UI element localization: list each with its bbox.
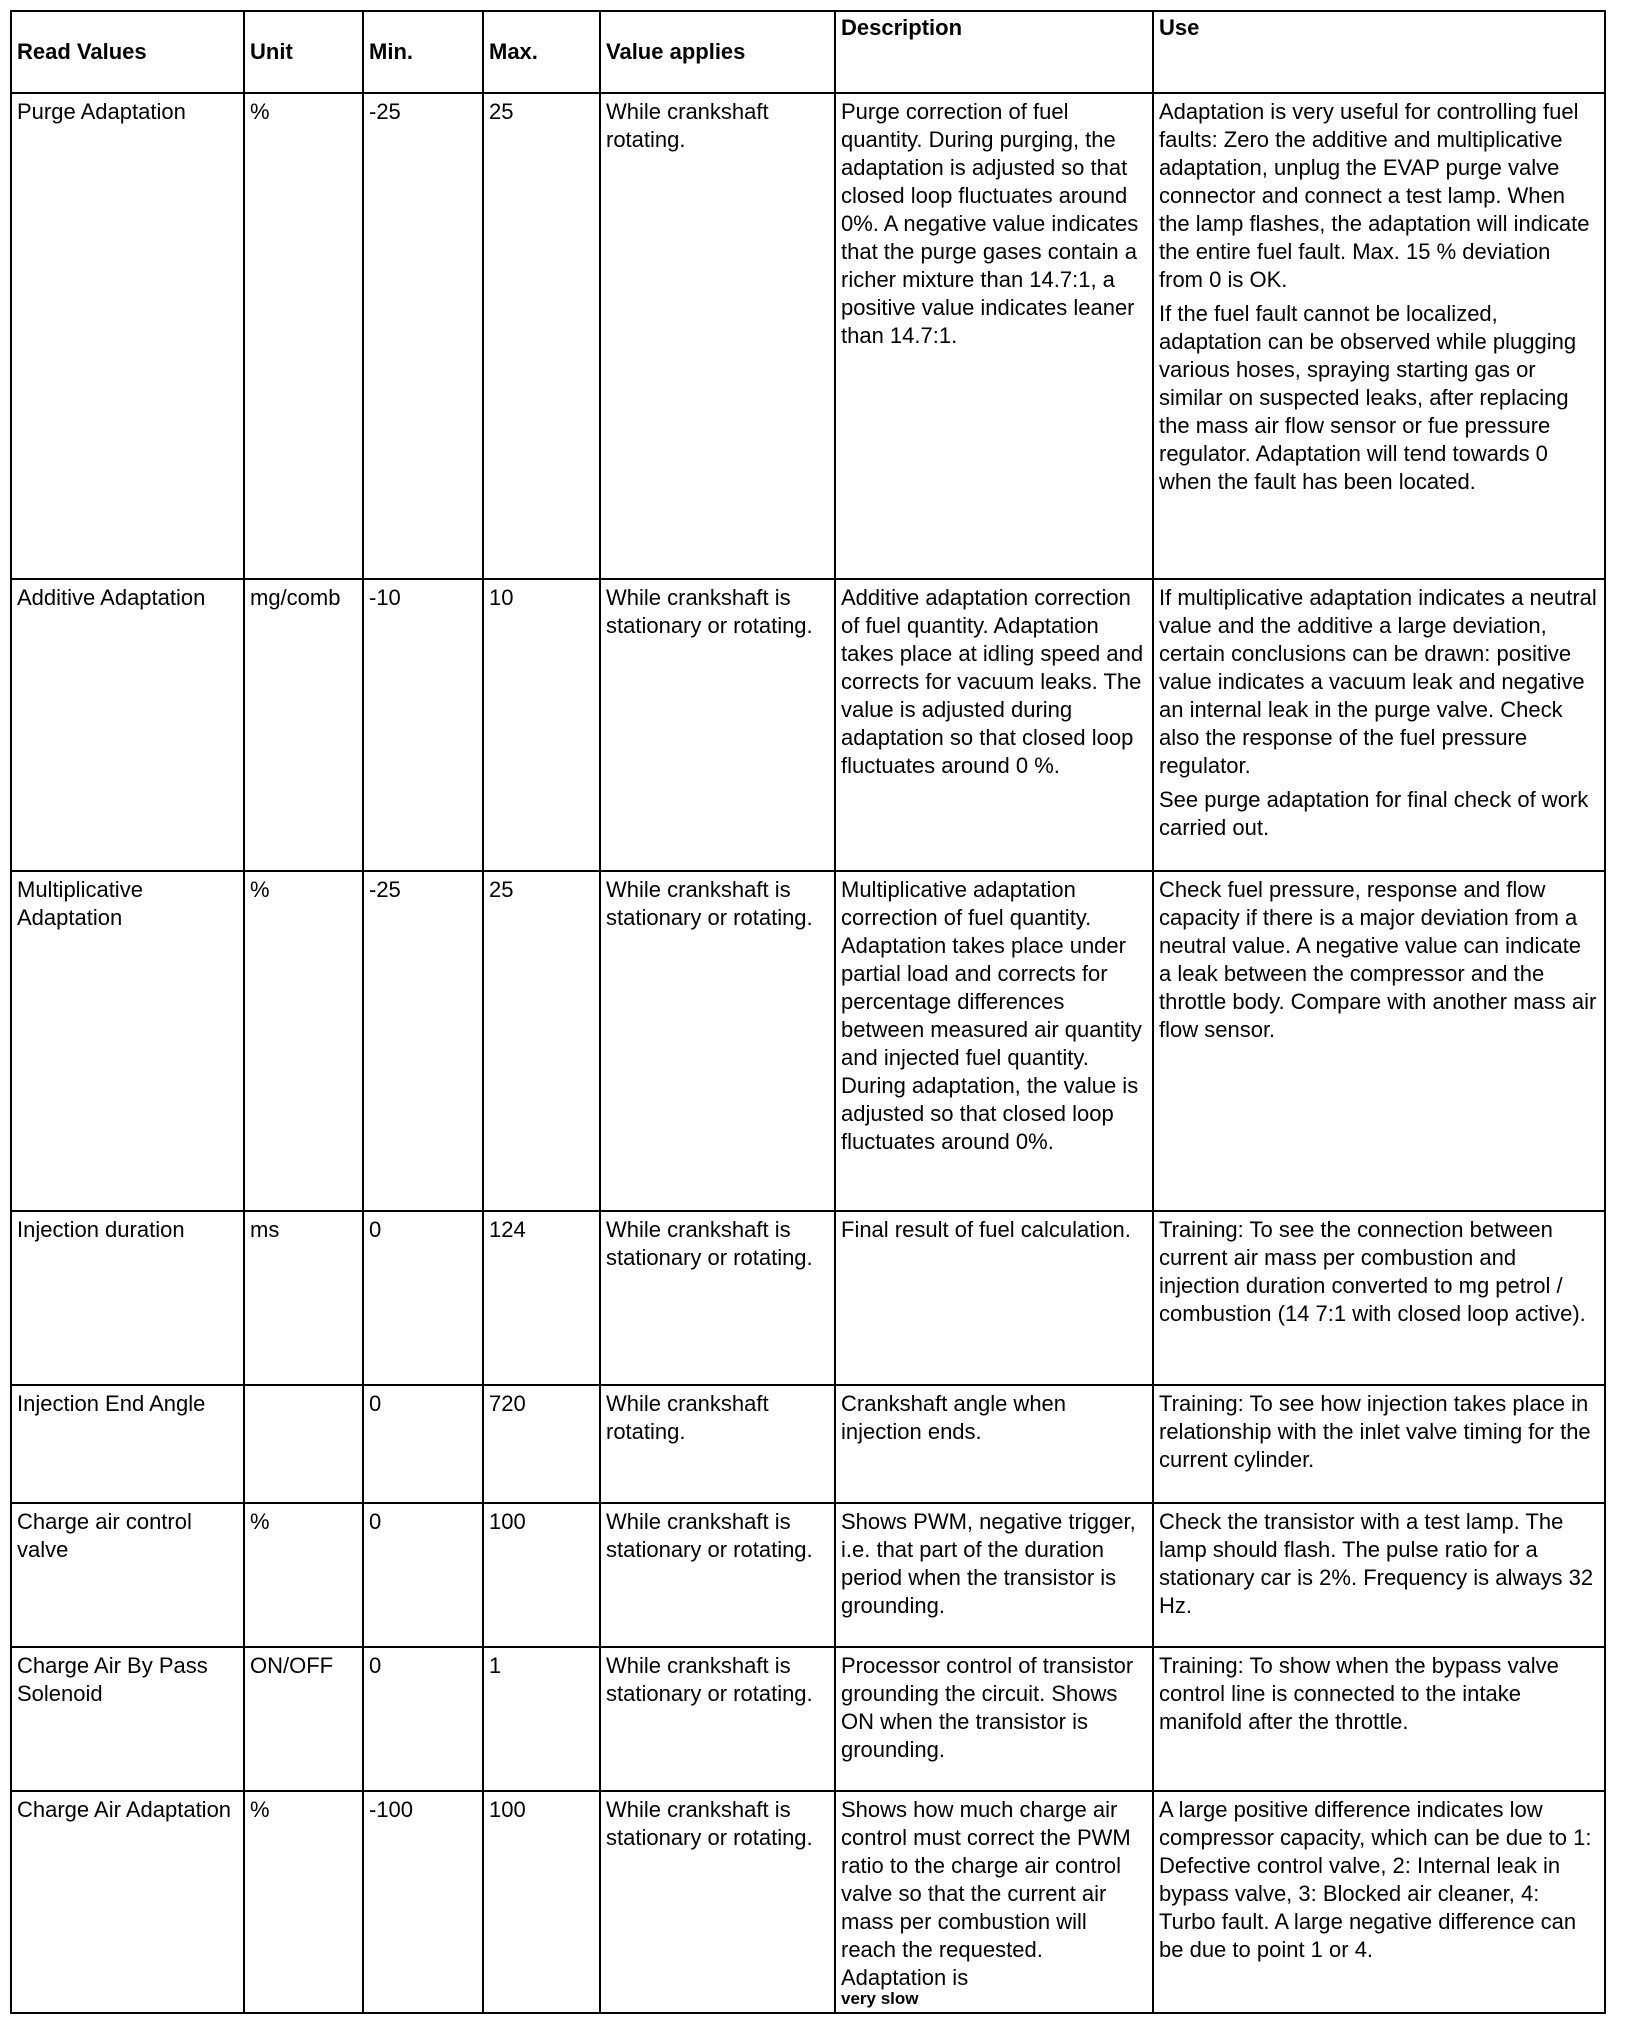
table-row [11, 1385, 1605, 1503]
use-paragraph: See purge adaptation for final check of work carried out. [1159, 787, 1589, 840]
cell-max: 10 [483, 579, 600, 871]
cell-value-applies: While crankshaft is stationary or rotating. [600, 1211, 835, 1385]
header-unit: Unit [244, 11, 363, 93]
cell-max: 100 [483, 1503, 600, 1647]
cell-value-applies: While crankshaft is stationary or rotating. [600, 1647, 835, 1791]
cell-read-value: Charge Air Adaptation [11, 1791, 244, 2013]
header-description: Description [835, 11, 1153, 93]
table-row [11, 93, 1605, 579]
cell-use [1153, 871, 1605, 1211]
use-paragraph: Training: To see how injection takes place in relationship with the inlet valve timing for the current cylinder. [1159, 1391, 1591, 1472]
cell-max: 25 [483, 871, 600, 1211]
cell-read-value: Injection End Angle [11, 1385, 244, 1503]
table-row [11, 1211, 1605, 1385]
cell-unit: ON/OFF [244, 1647, 363, 1791]
use-paragraph: Check fuel pressure, response and flow capacity if there is a major deviation from a neutral value. A negative value can indicate a leak between the compressor and the throttle body. Compare with another mass air flow sensor. [1159, 877, 1597, 1042]
cell-unit: ms [244, 1211, 363, 1385]
cell-use [1153, 579, 1605, 871]
table-row [11, 1503, 1605, 1647]
cell-unit: mg/comb [244, 579, 363, 871]
table-wrapper [10, 10, 1604, 2014]
cell-description: Purge correction of fuel quantity. During purging, the adaptation is adjusted so that closed loop fluctuates around 0%. A negative value indicates that the purge gases contain a richer mixture than 14.7:1, a positive value indicates leaner than 14.7:1. [835, 93, 1153, 579]
cell-unit: % [244, 871, 363, 1211]
cell-description: Multiplicative adaptation correction of fuel quantity. Adaptation takes place under partial load and corrects for percentage differences between measured air quantity and injected fuel quantity. During adaptation, the value is adjusted so that closed loop fluctuates around 0%. [835, 871, 1153, 1211]
cell-description: Crankshaft angle when injection ends. [835, 1385, 1153, 1503]
use-paragraph: Check the transistor with a test lamp. The lamp should flash. The pulse ratio for a stationary car is 2%. Frequency is always 32 Hz. [1159, 1509, 1594, 1618]
cell-unit: % [244, 1791, 363, 2013]
header-max: Max. [483, 11, 600, 93]
cell-min: 0 [363, 1211, 483, 1385]
cell-read-value: Injection duration [11, 1211, 244, 1385]
cell-unit [244, 1385, 363, 1503]
cell-value-applies: While crankshaft is stationary or rotating. [600, 1503, 835, 1647]
table-row [11, 1647, 1605, 1791]
cell-read-value: Purge Adaptation [11, 93, 244, 579]
cell-min: -100 [363, 1791, 483, 2013]
cell-description: Final result of fuel calculation. [835, 1211, 1153, 1385]
use-paragraph: Training: To show when the bypass valve control line is connected to the intake manifold after the throttle. [1159, 1653, 1559, 1734]
cell-read-value: Charge air control valve [11, 1503, 244, 1647]
cell-use [1153, 1211, 1605, 1385]
description-tail-note: very slow [841, 1989, 919, 2008]
header-read-values: Read Values [11, 11, 244, 93]
cell-value-applies: While crankshaft rotating. [600, 93, 835, 579]
use-paragraph: Training: To see the connection between current air mass per combustion and injection duration converted to mg petrol / combustion (14 7:1 with closed loop active). [1159, 1217, 1586, 1326]
cell-min: -25 [363, 93, 483, 579]
cell-min: 0 [363, 1647, 483, 1791]
cell-unit: % [244, 93, 363, 579]
description-text: Shows how much charge air control must correct the PWM ratio to the charge air control valve so that the current air mass per combustion will reach the requested. Adaptation is [841, 1797, 1131, 1990]
cell-description: Processor control of transistor grounding the circuit. Shows ON when the transistor is grounding. [835, 1647, 1153, 1791]
cell-max: 100 [483, 1791, 600, 2013]
table-row [11, 1791, 1605, 2013]
header-min: Min. [363, 11, 483, 93]
cell-max: 25 [483, 93, 600, 579]
cell-value-applies: While crankshaft rotating. [600, 1385, 835, 1503]
cell-description [835, 1791, 1153, 2013]
cell-unit: % [244, 1503, 363, 1647]
table-header-row [11, 11, 1605, 93]
cell-use [1153, 93, 1605, 579]
read-values-table [10, 10, 1606, 2014]
use-paragraph: If the fuel fault cannot be localized, adaptation can be observed while plugging various hoses, spraying starting gas or similar on suspected leaks, after replacing the mass air flow sensor or fue pressure regulator. Adaptation will tend towards 0 when the fault has been located. [1159, 301, 1577, 494]
table-row [11, 871, 1605, 1211]
cell-min: -10 [363, 579, 483, 871]
cell-description: Shows PWM, negative trigger, i.e. that part of the duration period when the transistor is grounding. [835, 1503, 1153, 1647]
cell-use [1153, 1791, 1605, 2013]
table-row [11, 579, 1605, 871]
cell-min: -25 [363, 871, 483, 1211]
cell-use [1153, 1647, 1605, 1791]
cell-max: 720 [483, 1385, 600, 1503]
cell-read-value: Charge Air By Pass Solenoid [11, 1647, 244, 1791]
cell-max: 1 [483, 1647, 600, 1791]
cell-read-value: Multiplicative Adaptation [11, 871, 244, 1211]
use-paragraph: If multiplicative adaptation indicates a neutral value and the additive a large deviation, certain conclusions can be drawn: positive value indicates a vacuum leak and negative an internal leak in the purge valve. Check also the response of the fuel pressure regulator. [1159, 585, 1597, 778]
header-value-applies: Value applies [600, 11, 835, 93]
cell-min: 0 [363, 1385, 483, 1503]
cell-value-applies: While crankshaft is stationary or rotating. [600, 871, 835, 1211]
cell-use [1153, 1385, 1605, 1503]
cell-min: 0 [363, 1503, 483, 1647]
cell-use [1153, 1503, 1605, 1647]
cell-description: Additive adaptation correction of fuel quantity. Adaptation takes place at idling speed and corrects for vacuum leaks. The value is adjusted during adaptation so that closed loop fluctuates around 0 %. [835, 579, 1153, 871]
cell-value-applies: While crankshaft is stationary or rotating. [600, 1791, 835, 2013]
use-paragraph: A large positive difference indicates low compressor capacity, which can be due to 1: Defective control valve, 2: Internal leak in bypass valve, 3: Blocked air cleaner, 4: Turbo fault. A large negative difference can be due to point 1 or 4. [1159, 1797, 1592, 1962]
header-use: Use [1153, 11, 1605, 93]
cell-read-value: Additive Adaptation [11, 579, 244, 871]
cell-value-applies: While crankshaft is stationary or rotating. [600, 579, 835, 871]
use-paragraph: Adaptation is very useful for controlling fuel faults: Zero the additive and multiplicative adaptation, unplug the EVAP purge valve connector and connect a test lamp. When the lamp flashes, the adaptation will indicate the entire fuel fault. Max. 15 % deviation from 0 is OK. [1159, 99, 1590, 292]
cell-max: 124 [483, 1211, 600, 1385]
